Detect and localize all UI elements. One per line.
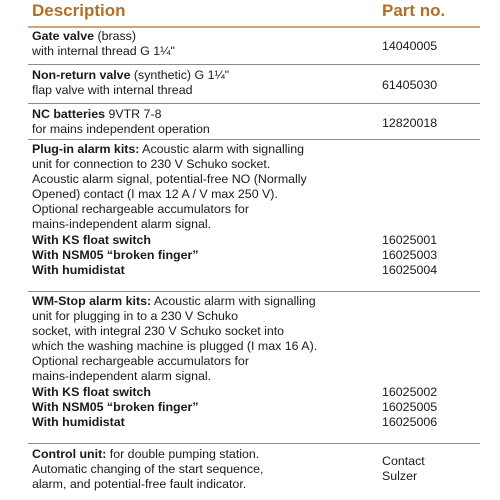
contact-line: Sulzer: [382, 469, 418, 484]
variant-label: With humidistat: [32, 414, 125, 429]
table-header: [28, 0, 480, 28]
table-body: [28, 26, 480, 498]
row-title-suffix: 9VTR 7-8: [105, 107, 162, 121]
row-detail-line: which the washing machine is plugged (I max 16 A).: [32, 339, 318, 354]
row-detail-line: for mains independent operation: [32, 122, 210, 137]
variant-label: With KS float switch: [32, 384, 151, 399]
row-contact-note: [382, 454, 425, 484]
variant-part-number: 16025001: [382, 232, 438, 247]
table-row-plug-in-alarm-kits: [28, 140, 480, 292]
variant-label: With NSM05 “broken finger”: [32, 247, 199, 262]
row-detail-line: Acoustic alarm signal, potential-free NO (Normally: [32, 172, 307, 187]
row-title-suffix: (brass): [94, 29, 136, 43]
variant-label: With NSM05 “broken finger”: [32, 399, 199, 414]
variant-label: With KS float switch: [32, 232, 151, 247]
row-title: Control unit:: [32, 447, 107, 461]
row-detail-line: with internal thread G 1¼": [32, 44, 175, 59]
row-detail-line: Optional rechargeable accumulators for: [32, 202, 249, 217]
row-title: Gate valve: [32, 29, 94, 43]
row-title: Plug-in alarm kits:: [32, 142, 140, 156]
table-row-nc-batteries: [28, 104, 480, 140]
row-detail-line: socket, with integral 230 V Schuko socket into: [32, 324, 285, 339]
row-title-suffix: (synthetic) G 1¼": [130, 68, 230, 82]
variant-part-number: 16025005: [382, 399, 438, 414]
row-description: [32, 294, 372, 430]
row-description: [32, 68, 372, 98]
variant-label: With humidistat: [32, 262, 125, 277]
contact-line: Contact: [382, 454, 425, 468]
variant-part-number: 16025002: [382, 384, 438, 399]
row-title: NC batteries: [32, 107, 105, 121]
row-title: WM-Stop alarm kits:: [32, 294, 152, 308]
variant-part-numbers: [382, 233, 437, 278]
row-detail-line: flap valve with internal thread: [32, 83, 193, 98]
row-title-suffix: for double pumping station.: [106, 447, 260, 461]
variant-part-number: 16025004: [382, 262, 438, 277]
row-description: [32, 29, 372, 59]
table-row-non-return-valve: [28, 65, 480, 104]
variant-part-number: 16025003: [382, 247, 438, 262]
table-row-wm-stop-alarm-kits: [28, 292, 480, 444]
row-detail-line: Automatic changing of the start sequence,: [32, 462, 264, 477]
column-header-description: Description: [32, 1, 126, 20]
row-title-suffix: Acoustic alarm with signalling: [139, 142, 305, 156]
row-detail-line: unit for connection to 230 V Schuko socket.: [32, 157, 271, 172]
row-part-number: 14040005: [382, 39, 438, 53]
row-detail-line: mains-independent alarm signal.: [32, 369, 212, 384]
variant-part-number: 16025006: [382, 414, 438, 429]
row-detail-line: unit for plugging in to a 230 V Schuko: [32, 309, 238, 324]
row-detail-line: mains-independent alarm signal.: [32, 217, 212, 232]
row-part-number: 61405030: [382, 78, 438, 92]
row-description: [32, 142, 372, 278]
row-detail-line: Optional rechargeable accumulators for: [32, 354, 249, 369]
row-description: [32, 107, 372, 137]
row-detail-line: alarm, and potential-free fault indicator.: [32, 477, 247, 492]
table-row-control-unit: [28, 444, 480, 498]
row-title: Non-return valve: [32, 68, 131, 82]
column-header-part-no: Part no.: [382, 1, 446, 20]
variant-part-numbers: [382, 385, 437, 430]
row-title-suffix: Acoustic alarm with signalling: [151, 294, 316, 308]
row-part-number: 12820018: [382, 116, 438, 130]
row-description: [32, 447, 372, 492]
row-detail-line: Opened) contact (I max 12 A / V max 250 V).: [32, 187, 278, 202]
table-row-gate-valve: [28, 26, 480, 65]
